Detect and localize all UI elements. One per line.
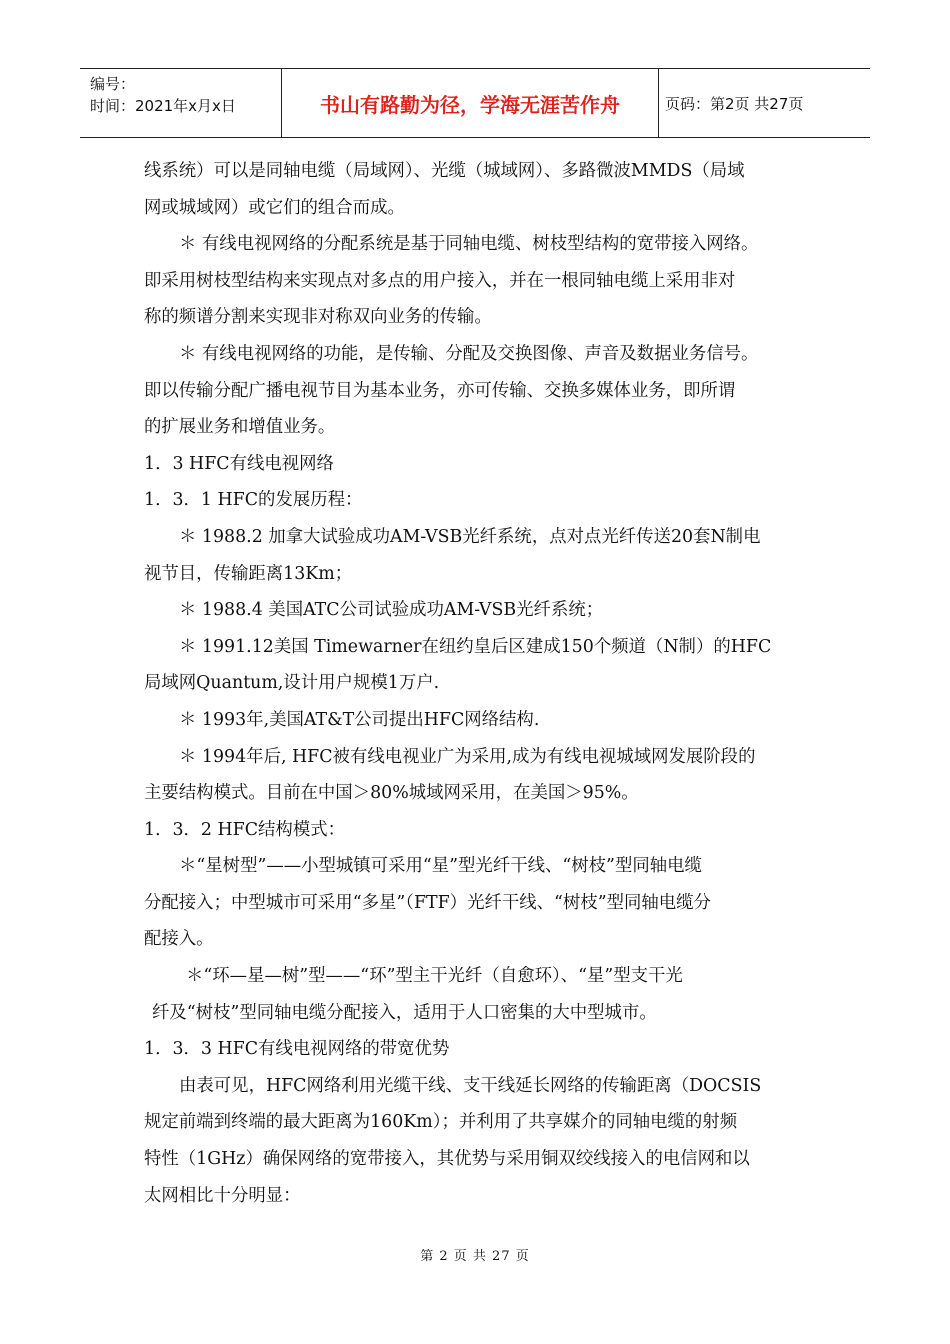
- header-motto: 书山有路勤为径，学海无涯苦作舟: [282, 69, 659, 137]
- text-line: 视节目，传输距离13Km；: [144, 563, 353, 584]
- page-footer: 第 2 页 共 27 页: [420, 1249, 530, 1264]
- text-line: 的扩展业务和增值业务。: [144, 417, 336, 438]
- text-line: ＊ 有线电视网络的功能，是传输、分配及交换图像、声音及数据业务信号。: [179, 343, 759, 364]
- header-page-info: 页码：第2页 共27页: [665, 94, 804, 113]
- text-line: 即采用树枝型结构来实现点对多点的用户接入，并在一根同轴电缆上采用非对: [144, 270, 736, 291]
- text-line: 主要结构模式。目前在中国＞80%城域网采用，在美国＞95%。: [144, 783, 639, 804]
- text-line: 网或城域网）或它们的组合而成。: [144, 197, 405, 218]
- text-line: ＊ 1988.4 美国ATC公司试验成功AM-VSB光纤系统；: [179, 600, 604, 621]
- section-heading: 1．3．1 HFC的发展历程：: [144, 490, 363, 511]
- page-header: [80, 68, 870, 138]
- text-line: 由表可见，HFC网络利用光缆干线、支干线延长网络的传输距离（DOCSIS: [179, 1075, 762, 1096]
- section-heading: 1．3 HFC有线电视网络: [144, 453, 334, 474]
- number-label: 编号：: [90, 75, 136, 93]
- text-line: 特性（1GHz）确保网络的宽带接入，其优势与采用铜双绞线接入的电信网和以: [144, 1149, 750, 1170]
- text-line: 称的频谱分割来实现非对称双向业务的传输。: [144, 307, 492, 328]
- text-line: 即以传输分配广播电视节目为基本业务，亦可传输、交换多媒体业务，即所谓: [144, 380, 736, 401]
- text-line: 配接入。: [144, 929, 214, 950]
- section-heading: 1．3．3 HFC有线电视网络的带宽优势: [144, 1039, 450, 1060]
- header-meta: [80, 69, 282, 137]
- text-line: 局域网Quantum,设计用户规模1万户.: [144, 673, 440, 694]
- text-line: 纤及“树枝”型同轴电缆分配接入，适用于人口密集的大中型城市。: [152, 1002, 657, 1023]
- time-label: 时间：2021年x月x日: [90, 97, 236, 115]
- text-line: ＊“环—星—树”型——“环”型主干光纤（自愈环）、“星”型支干光: [186, 966, 683, 987]
- text-line: ＊ 1994年后, HFC被有线电视业广为采用,成为有线电视城域网发展阶段的: [179, 746, 756, 767]
- text-line: ＊“星树型”——小型城镇可采用“星”型光纤干线、“树枝”型同轴电缆: [179, 856, 702, 877]
- text-line: 线系统）可以是同轴电缆（局域网）、光缆（城域网）、多路微波MMDS（局域: [144, 161, 745, 181]
- text-line: 太网相比十分明显：: [144, 1185, 301, 1206]
- text-line: 分配接入；中型城市可采用“多星”（FTF）光纤干线、“树枝”型同轴电缆分: [144, 892, 711, 913]
- text-line: ＊ 1993年,美国AT&T公司提出HFC网络结构.: [179, 709, 540, 730]
- document-body: [144, 153, 812, 1214]
- text-line: 规定前端到终端的最大距离为160Km）；并利用了共享媒介的同轴电缆的射频: [144, 1112, 738, 1133]
- text-line: ＊ 1991.12美国 Timewarner在纽约皇后区建成150个频道（N制）的HFC: [179, 636, 772, 657]
- text-line: ＊ 1988.2 加拿大试验成功AM-VSB光纤系统，点对点光纤传送20套N制电: [179, 526, 761, 547]
- section-heading: 1．3．2 HFC结构模式：: [144, 819, 345, 840]
- text-line: ＊ 有线电视网络的分配系统是基于同轴电缆、树枝型结构的宽带接入网络。: [179, 234, 759, 255]
